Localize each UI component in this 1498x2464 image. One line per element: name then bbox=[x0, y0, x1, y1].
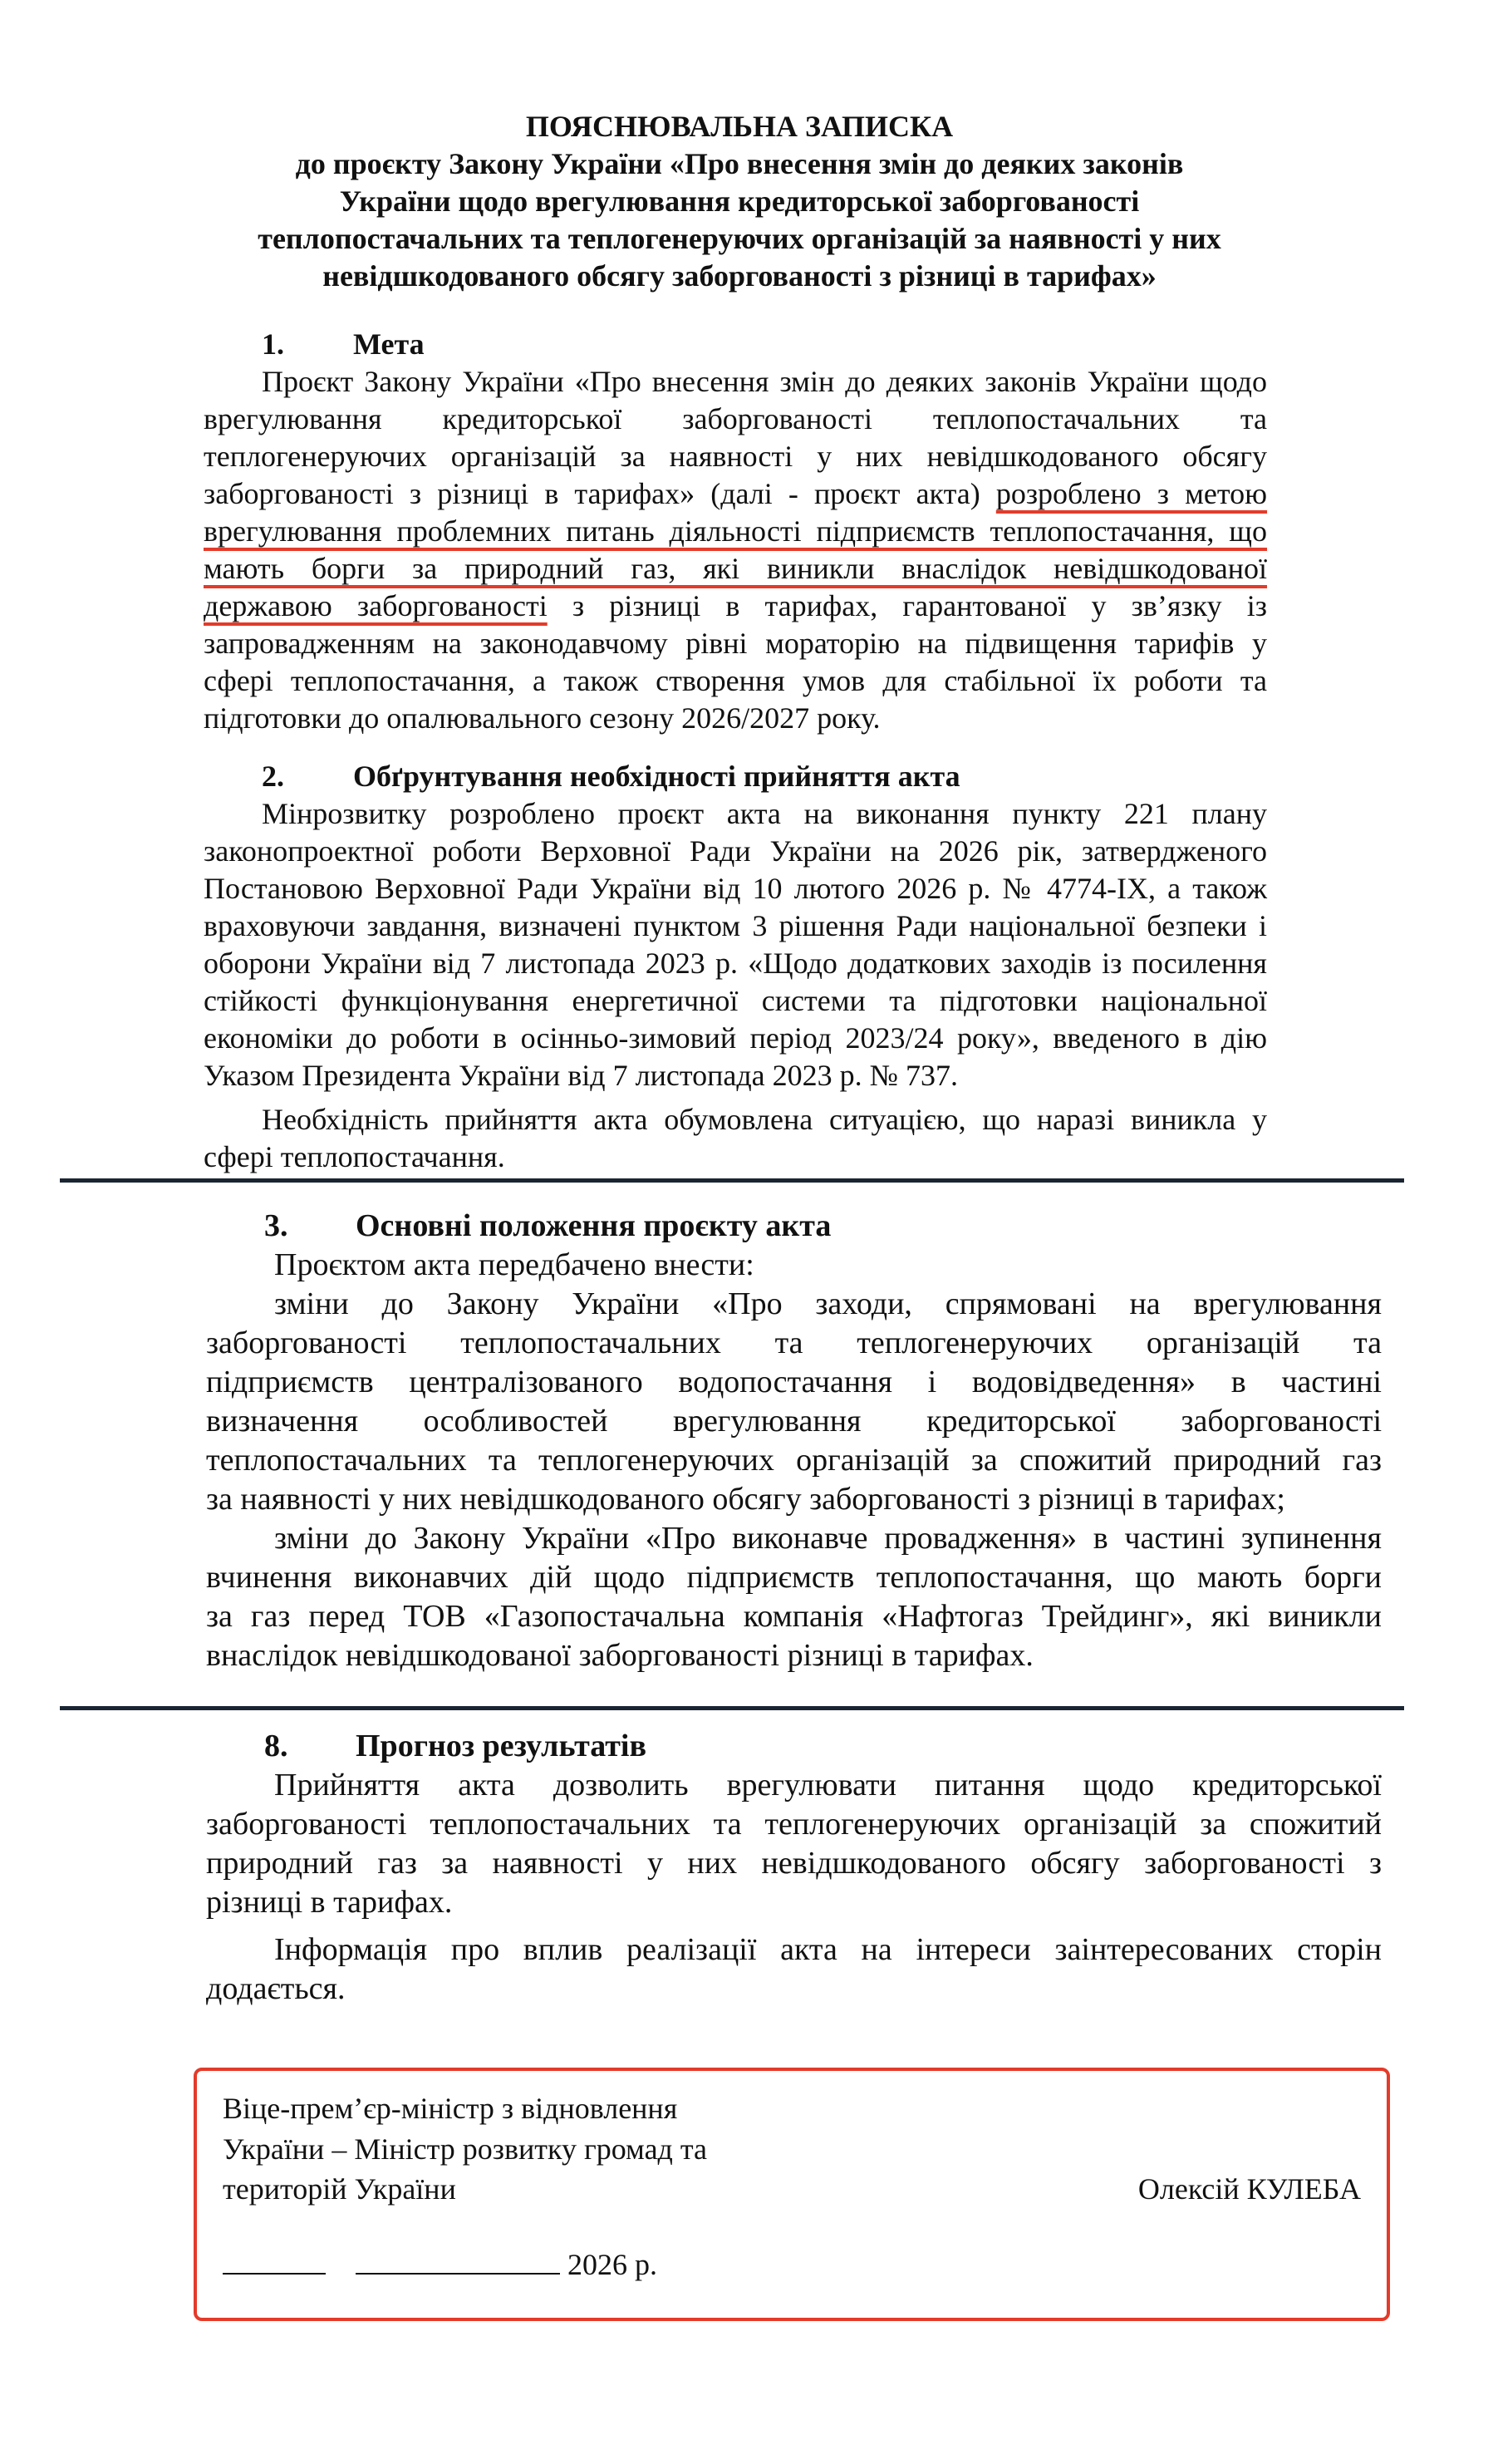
text-line bbox=[204, 513, 1267, 550]
text-line: теплопостачальних та теплогенеруючих організацій за спожитий природний газ bbox=[206, 1443, 1382, 1478]
section-number: 8. bbox=[264, 1729, 288, 1763]
text-line: Мінрозвитку розроблено проєкт акта на виконання пункту 221 плану bbox=[262, 797, 1267, 830]
text-line: Постановою Верховної Ради України від 10 лютого 2026 р. № 4774-IX, а також bbox=[204, 872, 1267, 905]
section-heading bbox=[204, 326, 1267, 363]
section-heading bbox=[206, 1207, 1382, 1246]
text-line: природний газ за наявності у них невідшкодованого обсягу заборгованості з bbox=[206, 1846, 1382, 1881]
section-title: Основні положення проєкту акта bbox=[356, 1208, 832, 1243]
text-line: різниці в тарифах. bbox=[206, 1885, 453, 1920]
text-line: Інформація про вплив реалізації акта на інтереси заінтересованих сторін bbox=[274, 1932, 1382, 1967]
text-line: запровадженням на законодавчому рівні мораторію на підвищення тарифів у bbox=[204, 627, 1267, 660]
text-line bbox=[204, 475, 1267, 513]
section-number: 1. bbox=[262, 327, 284, 361]
text-line: економіки до роботи в осінньо-зимовий період 2023/24 року», введеного в дію bbox=[204, 1021, 1267, 1055]
title-line-2: до проєкту Закону України «Про внесення змін до деяких законів bbox=[295, 147, 1184, 180]
text-fragment: заборгованості з різниці в тарифах» (далі - проєкт акта) bbox=[204, 477, 980, 510]
section-justification bbox=[204, 758, 1267, 1176]
text-line: оборони України від 7 листопада 2023 р. «Щодо додаткових заходів із посилення bbox=[204, 947, 1267, 980]
section-heading bbox=[206, 1727, 1382, 1766]
section-forecast bbox=[206, 1727, 1382, 2009]
section-number: 3. bbox=[264, 1208, 288, 1243]
document-title bbox=[116, 108, 1363, 295]
text-line: Проєкт Закону України «Про внесення змін до деяких законів України щодо bbox=[262, 365, 1267, 398]
text-line: за газ перед ТОВ «Газопостачальна компанія «Нафтогаз Трейдинг», які виникли bbox=[206, 1599, 1382, 1634]
text-line: вчинення виконавчих дій щодо підприємств теплопостачання, що мають борги bbox=[206, 1560, 1382, 1595]
text-line: враховуючи завдання, визначені пунктом 3 рішення Ради національної безпеки і bbox=[204, 909, 1267, 942]
text-line: теплогенеруючих організацій за наявності у них невідшкодованого обсягу bbox=[204, 440, 1267, 473]
signatory-position-line: України – Міністр розвитку громад та bbox=[223, 2132, 708, 2166]
text-line: заборгованості теплопостачальних та теплогенеруючих організацій за спожитий bbox=[206, 1807, 1382, 1842]
section-number: 2. bbox=[262, 760, 284, 793]
section-purpose bbox=[204, 326, 1267, 737]
text-line: Проєктом акта передбачено внести: bbox=[274, 1247, 754, 1282]
section-title: Мета bbox=[353, 327, 425, 361]
text-line: зміни до Закону України «Про заходи, спрямовані на врегулювання bbox=[274, 1286, 1382, 1321]
text-line: Необхідність прийняття акта обумовлена ситуацією, що наразі виникла у bbox=[262, 1103, 1267, 1136]
text-line: зміни до Закону України «Про виконавче провадження» в частині зупинення bbox=[274, 1521, 1382, 1556]
date-month-blank bbox=[356, 2248, 560, 2275]
text-line: визначення особливостей врегулювання кредиторської заборгованості bbox=[206, 1404, 1382, 1439]
text-line: за наявності у них невідшкодованого обсягу заборгованості з різниці в тарифах; bbox=[206, 1482, 1285, 1517]
text-line: сфері теплопостачання, а також створення умов для стабільної їх роботи та bbox=[204, 664, 1267, 697]
date-line bbox=[223, 2246, 657, 2284]
section-title: Обґрунтування необхідності прийняття акта bbox=[353, 760, 960, 793]
highlighted-text: врегулювання проблемних питань діяльності підприємств теплопостачання, що bbox=[204, 514, 1267, 548]
signatory-name: Олексій КУЛЕБА bbox=[1137, 2172, 1361, 2206]
text-line: сфері теплопостачання. bbox=[204, 1140, 505, 1173]
date-day-blank bbox=[223, 2248, 326, 2275]
text-line: Прийняття акта дозволить врегулювати питання щодо кредиторської bbox=[274, 1768, 1382, 1803]
title-line-4: теплопостачальних та теплогенеруючих організацій за наявності у них bbox=[258, 222, 1221, 255]
signatory-position-line: Віце-прем’єр-міністр з відновлення bbox=[223, 2092, 678, 2125]
title-line-5: невідшкодованого обсягу заборгованості з різниці в тарифах» bbox=[322, 259, 1157, 293]
text-line: врегулювання кредиторської заборгованості теплопостачальних та bbox=[204, 402, 1267, 435]
signatory-position-line: територій України bbox=[223, 2172, 456, 2206]
divider-line bbox=[60, 1706, 1404, 1710]
title-line-1: ПОЯСНЮВАЛЬНА ЗАПИСКА bbox=[525, 110, 954, 143]
text-line: додається. bbox=[206, 1971, 346, 2006]
section-title: Прогноз результатів bbox=[356, 1729, 646, 1763]
highlighted-text: державою заборгованості bbox=[204, 589, 548, 622]
text-line: заборгованості теплопостачальних та теплогенеруючих організацій та bbox=[206, 1325, 1382, 1360]
text-line bbox=[204, 588, 1267, 625]
text-line: законопроектної роботи Верховної Ради України на 2026 рік, затвердженого bbox=[204, 834, 1267, 868]
highlighted-text: мають борги за природний газ, які виникли внаслідок невідшкодованої bbox=[204, 552, 1267, 585]
date-year: 2026 р. bbox=[567, 2248, 657, 2281]
section-heading bbox=[204, 758, 1267, 795]
highlighted-text: розроблено з метою bbox=[995, 477, 1268, 510]
text-line: підприємств централізованого водопостачання і водовідведення» в частині bbox=[206, 1365, 1382, 1399]
text-fragment: з різниці в тарифах, гарантованої у зв’язку із bbox=[547, 589, 1267, 622]
title-line-3: України щодо врегулювання кредиторської заборгованості bbox=[339, 184, 1140, 218]
text-line: внаслідок невідшкодованої заборгованості різниці в тарифах. bbox=[206, 1638, 1034, 1673]
text-line: підготовки до опалювального сезону 2026/2027 року. bbox=[204, 701, 881, 735]
text-line: Указом Президента України від 7 листопада 2023 р. № 737. bbox=[204, 1059, 958, 1092]
section-main-provisions bbox=[206, 1207, 1382, 1675]
divider-line bbox=[60, 1178, 1404, 1183]
text-line: стійкості функціонування енергетичної системи та підготовки національної bbox=[204, 984, 1267, 1017]
text-line bbox=[204, 550, 1267, 588]
